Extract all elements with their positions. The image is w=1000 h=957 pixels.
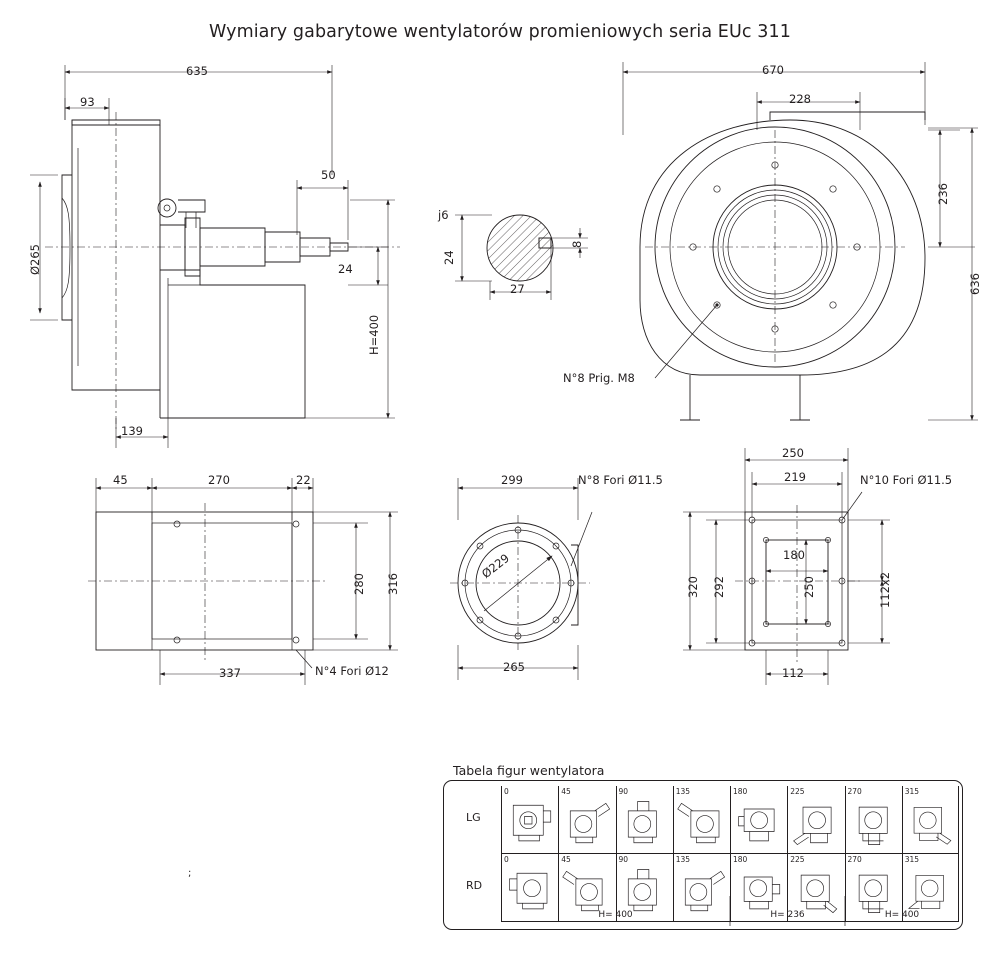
dim-inlet-299: 299 xyxy=(501,473,523,487)
dim-inlet-265: 265 xyxy=(503,660,525,674)
page-title: Wymiary gabarytowe wentylatorów promieniowych seria EUc 311 xyxy=(209,22,791,42)
note-prig-m8: N°8 Prig. M8 xyxy=(563,371,635,385)
figure-angle-label: 0 xyxy=(504,855,509,864)
dim-base-112: 112 xyxy=(782,666,804,680)
dim-top-270: 270 xyxy=(208,473,230,487)
note-n10-fori: N°10 Fori Ø11.5 xyxy=(860,473,953,487)
figure-angle-label: 270 xyxy=(847,855,862,864)
figure-table-footer-lines xyxy=(444,781,964,931)
dim-top-280: 280 xyxy=(352,573,366,595)
figure-footer-h236: H= 236 xyxy=(770,910,805,920)
figure-angle-label: 135 xyxy=(675,855,691,864)
dim-front-670: 670 xyxy=(762,63,784,77)
figure-row-label-lg: LG xyxy=(466,811,481,824)
figure-angle-label: 45 xyxy=(561,855,571,864)
figure-angle-label: 135 xyxy=(675,787,691,796)
note-n4-fori: N°4 Fori Ø12 xyxy=(315,664,389,678)
figure-angle-label: 180 xyxy=(733,855,748,864)
figure-angle-label: 90 xyxy=(618,855,629,864)
dim-front-236: 236 xyxy=(936,183,950,205)
dim-base-112x2: 112x2 xyxy=(878,571,892,608)
figure-angle-label: 45 xyxy=(561,787,571,796)
dim-base-320: 320 xyxy=(686,576,700,598)
dim-top-337: 337 xyxy=(219,666,241,680)
figure-angle-label: 90 xyxy=(618,787,629,796)
note-n8-fori: N°8 Fori Ø11.5 xyxy=(578,473,663,487)
dim-shaft-j6: j6 xyxy=(438,208,449,222)
dim-side-635: 635 xyxy=(186,64,208,78)
figure-angle-label: 180 xyxy=(733,787,748,796)
figure-angle-label: 225 xyxy=(790,787,805,796)
dim-side-dia265: Ø265 xyxy=(28,243,42,275)
figure-footer-h400-a: H= 400 xyxy=(598,910,633,920)
dim-top-45: 45 xyxy=(113,473,128,487)
figure-table xyxy=(443,780,963,930)
figure-angle-label: 315 xyxy=(904,855,920,864)
dim-side-50: 50 xyxy=(321,168,336,182)
dim-base-292: 292 xyxy=(712,576,726,598)
dim-shaft-24: 24 xyxy=(442,250,456,265)
dim-shaft-27: 27 xyxy=(510,282,525,296)
dim-side-24: 24 xyxy=(338,262,353,276)
figure-table-title: Tabela figur wentylatora xyxy=(453,763,605,778)
dim-front-636: 636 xyxy=(968,273,982,295)
dim-top-316: 316 xyxy=(386,573,400,595)
dim-base-219: 219 xyxy=(784,470,806,484)
figure-angle-label: 315 xyxy=(904,787,920,796)
dim-base-250: 250 xyxy=(782,446,804,460)
dim-side-h400: H=400 xyxy=(367,314,381,355)
dim-side-139: 139 xyxy=(121,424,143,438)
figure-footer-h400-b: H= 400 xyxy=(884,910,920,920)
figure-angle-label: 0 xyxy=(504,787,509,796)
dim-shaft-8: 8 xyxy=(570,240,584,248)
dim-top-22: 22 xyxy=(296,473,311,487)
dim-base-250-inner: 250 xyxy=(802,576,816,598)
figure-row-label-rd: RD xyxy=(466,879,483,892)
dim-side-93: 93 xyxy=(80,95,95,109)
dim-front-228: 228 xyxy=(789,92,811,106)
figure-angle-label: 270 xyxy=(847,787,862,796)
dim-base-180: 180 xyxy=(783,548,805,562)
dim-inlet-dia229: Ø229 xyxy=(479,550,513,582)
figure-angle-label: 225 xyxy=(790,855,805,864)
stray-mark: ; xyxy=(188,868,192,879)
